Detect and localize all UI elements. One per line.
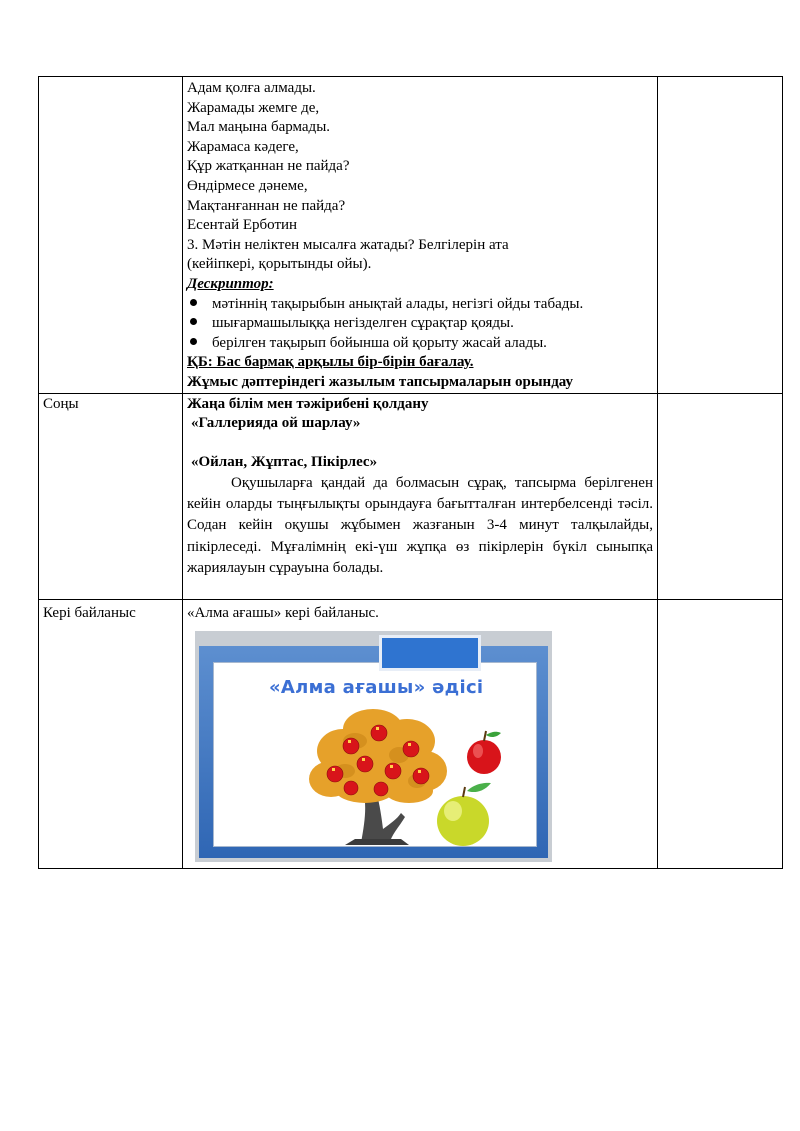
apple-tree-slide-image	[195, 631, 552, 862]
stage-cell	[39, 77, 183, 394]
green-apple-icon	[437, 783, 491, 846]
descriptor-item	[187, 314, 653, 334]
descriptor-item	[187, 334, 653, 354]
bullet-icon	[190, 338, 197, 345]
feedback-text: «Алма ағашы» кері байланыс.	[187, 605, 379, 622]
spacer	[187, 434, 653, 454]
slide-title: «Алма ағашы» әдісі	[269, 676, 484, 698]
content-cell	[183, 393, 658, 600]
bullet-icon	[190, 299, 197, 306]
descriptor-label: Дескриптор:	[187, 275, 274, 292]
workbook-task: Жұмыс дәптеріндегі жазылым тапсырмаларын орындау	[187, 373, 574, 390]
gallery-heading: «Галлерияда ой шарлау»	[191, 415, 361, 432]
descriptor-text: берілген тақырып бойынша ой қорыту жасай алады.	[212, 334, 547, 351]
lesson-plan-table	[38, 76, 783, 869]
notes-cell	[658, 600, 783, 869]
method-description: Оқушыларға қандай да болмасын сұрақ, тапсырма берілгенен кейін оларды тыңғылықты орындауға бағытталған интербелсенді тәсіл. Содан кейін оқушы жұбымен жазғанын 3-4 минут талқылайды, пікірлеседі. Мұғалімнің екі-үш жұпқа өз пікірлерін бүкіл сыныпқа жариялауын сұрауына болады.	[187, 474, 653, 577]
table-row	[39, 600, 783, 869]
descriptor-text: шығармашылыққа негізделген сұрақтар қояды.	[212, 315, 514, 332]
descriptor-text: мәтіннің тақырыбын анықтай алады, негізгі ойды табады.	[212, 295, 584, 312]
descriptor-item	[187, 295, 653, 315]
bullet-icon	[190, 318, 197, 325]
content-cell	[183, 600, 658, 869]
apple-tree-illustration	[195, 631, 552, 862]
method-heading: «Ойлан, Жұптас, Пікірлес»	[191, 454, 378, 471]
poem-line: Мақтанғаннан не пайда?	[187, 197, 346, 214]
task-question: 3. Мәтін неліктен мысалға жатады? Белгілерін ата	[187, 236, 509, 253]
poem-line: Адам қолға алмады.	[187, 80, 316, 96]
poem-line: Жарамады жемге де,	[187, 99, 320, 116]
poem-line: Жарамаса кәдеге,	[187, 138, 299, 155]
poem-line: Өндірмесе дәнеме,	[187, 177, 308, 194]
notes-cell	[658, 77, 783, 394]
poem-author: Есентай Ерботин	[187, 217, 298, 234]
tree-roots	[345, 839, 409, 845]
red-apple-icon	[467, 731, 501, 774]
poem-line: Құр жатқаннан не пайда?	[187, 158, 350, 175]
stage-cell: Соңы	[39, 393, 183, 600]
poem-line: Мал маңына бармады.	[187, 119, 331, 136]
table-row	[39, 77, 783, 394]
task-question: (кейіпкері, қорытынды ойы).	[187, 256, 372, 273]
notes-cell	[658, 393, 783, 600]
stage-cell: Кері байланыс	[39, 600, 183, 869]
assessment-text: ҚБ: Бас бармақ арқылы бір-бірін бағалау.	[187, 354, 474, 371]
section-heading: Жаңа білім мен тәжірибені қолдану	[187, 395, 429, 412]
table-row	[39, 393, 783, 600]
content-cell	[183, 77, 658, 394]
